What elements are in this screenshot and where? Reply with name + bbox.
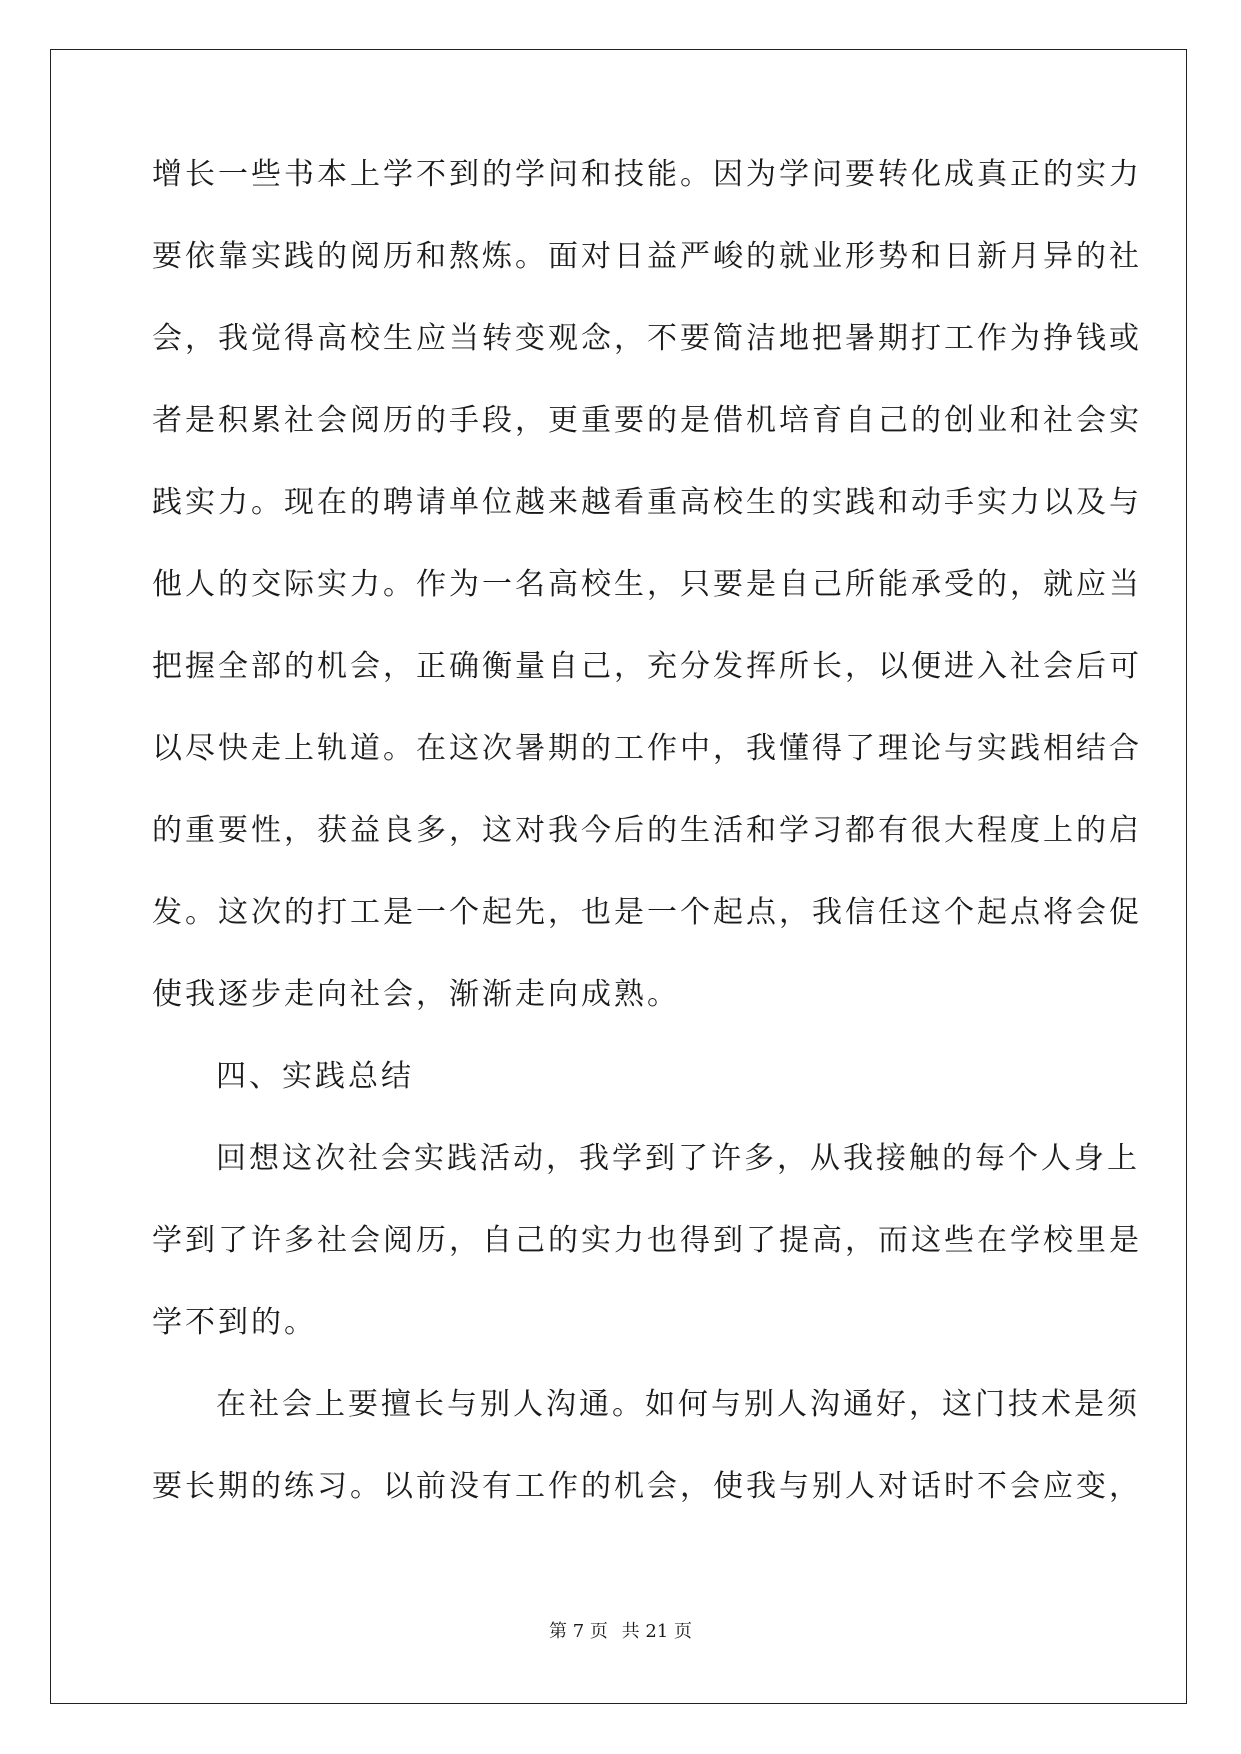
page-footer [0,1617,1241,1643]
text-line: 使我逐步走向社会，渐渐走向成熟。 [152,977,680,1012]
total-pages-label: 共 21 页 [621,1621,692,1642]
text-line: 要长期的练习。以前没有工作的机会，使我与别人对话时不会应变， [152,1469,1142,1504]
text-line: 要依靠实践的阅历和熬炼。面对日益严峻的就业形势和日新月异的社 [152,239,1142,274]
text-line: 以尽快走上轨道。在这次暑期的工作中，我懂得了理论与实践相结合 [152,731,1142,766]
text-line: 增长一些书本上学不到的学问和技能。因为学问要转化成真正的实力 [152,157,1142,192]
text-line: 他人的交际实力。作为一名高校生，只要是自己所能承受的，就应当 [152,567,1142,602]
text-line: 会，我觉得高校生应当转变观念，不要简洁地把暑期打工作为挣钱或 [152,321,1142,356]
text-line: 把握全部的机会，正确衡量自己，充分发挥所长，以便进入社会后可 [152,649,1142,684]
text-line: 者是积累社会阅历的手段，更重要的是借机培育自己的创业和社会实 [152,403,1142,438]
section-heading: 四、实践总结 [216,1059,414,1094]
document-body [152,157,1142,1554]
text-line: 在社会上要擅长与别人沟通。如何与别人沟通好，这门技术是须 [216,1387,1140,1422]
text-line: 发。这次的打工是一个起先，也是一个起点，我信任这个起点将会促 [152,895,1142,930]
text-line: 学到了许多社会阅历，自己的实力也得到了提高，而这些在学校里是 [152,1223,1142,1258]
text-line: 学不到的。 [152,1305,317,1340]
text-line: 回想这次社会实践活动，我学到了许多，从我接触的每个人身上 [216,1141,1140,1176]
text-line: 的重要性，获益良多，这对我今后的生活和学习都有很大程度上的启 [152,813,1142,848]
text-line: 践实力。现在的聘请单位越来越看重高校生的实践和动手实力以及与 [152,485,1142,520]
current-page-label: 第 7 页 [549,1621,608,1642]
